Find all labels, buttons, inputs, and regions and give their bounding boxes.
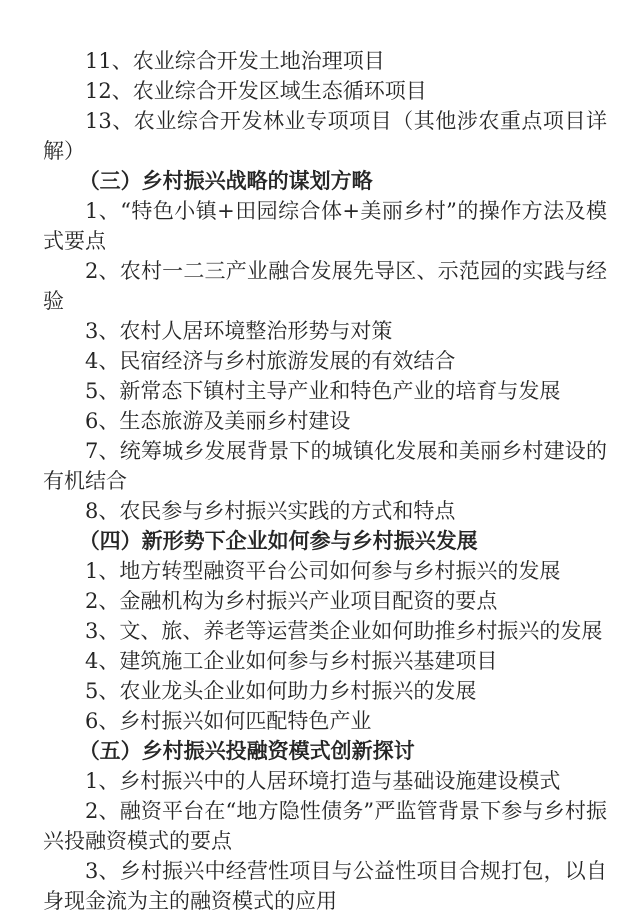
outline-item: 3、农村人居环境整治形势与对策 [85, 319, 393, 343]
outline-item: 3、文、旅、养老等运营类企业如何助推乡村振兴的发展 [85, 619, 603, 643]
outline-item: 1、乡村振兴中的人居环境打造与基础设施建设模式 [85, 769, 561, 793]
outline-item: 5、新常态下镇村主导产业和特色产业的培育与发展 [85, 379, 561, 403]
outline-item: 13、农业综合开发林业专项项目（其他涉农重点项目详解） [43, 109, 607, 163]
outline-item: 2、融资平台在“地方隐性债务”严监管背景下参与乡村振兴投融资模式的要点 [43, 799, 607, 853]
section-heading: （五）乡村振兴投融资模式创新探讨 [78, 738, 415, 763]
outline-item: 6、生态旅游及美丽乡村建设 [85, 409, 351, 433]
outline-item: 1、“特色小镇+田园综合体+美丽乡村”的操作方法及模式要点 [43, 199, 607, 253]
outline-item: 8、农民参与乡村振兴实践的方式和特点 [85, 499, 456, 523]
outline-item: 2、金融机构为乡村振兴产业项目配资的要点 [85, 589, 498, 613]
outline-item: 4、建筑施工企业如何参与乡村振兴基建项目 [85, 649, 498, 673]
outline-item: 2、农村一二三产业融合发展先导区、示范园的实践与经验 [43, 259, 607, 313]
outline-item: 1、地方转型融资平台公司如何参与乡村振兴的发展 [85, 559, 561, 583]
document-content [43, 46, 607, 916]
section-heading: （三）乡村振兴战略的谋划方略 [78, 168, 373, 193]
section-heading: （四）新形势下企业如何参与乡村振兴发展 [78, 528, 478, 553]
outline-item: 5、农业龙头企业如何助力乡村振兴的发展 [85, 679, 477, 703]
outline-item: 7、统筹城乡发展背景下的城镇化发展和美丽乡村建设的有机结合 [43, 439, 607, 493]
outline-item: 4、民宿经济与乡村旅游发展的有效结合 [85, 349, 456, 373]
outline-item: 12、农业综合开发区域生态循环项目 [85, 79, 427, 103]
outline-item: 3、乡村振兴中经营性项目与公益性项目合规打包，以自身现金流为主的融资模式的应用 [43, 859, 607, 913]
outline-item: 11、农业综合开发土地治理项目 [85, 49, 385, 73]
outline-item: 6、乡村振兴如何匹配特色产业 [85, 709, 372, 733]
